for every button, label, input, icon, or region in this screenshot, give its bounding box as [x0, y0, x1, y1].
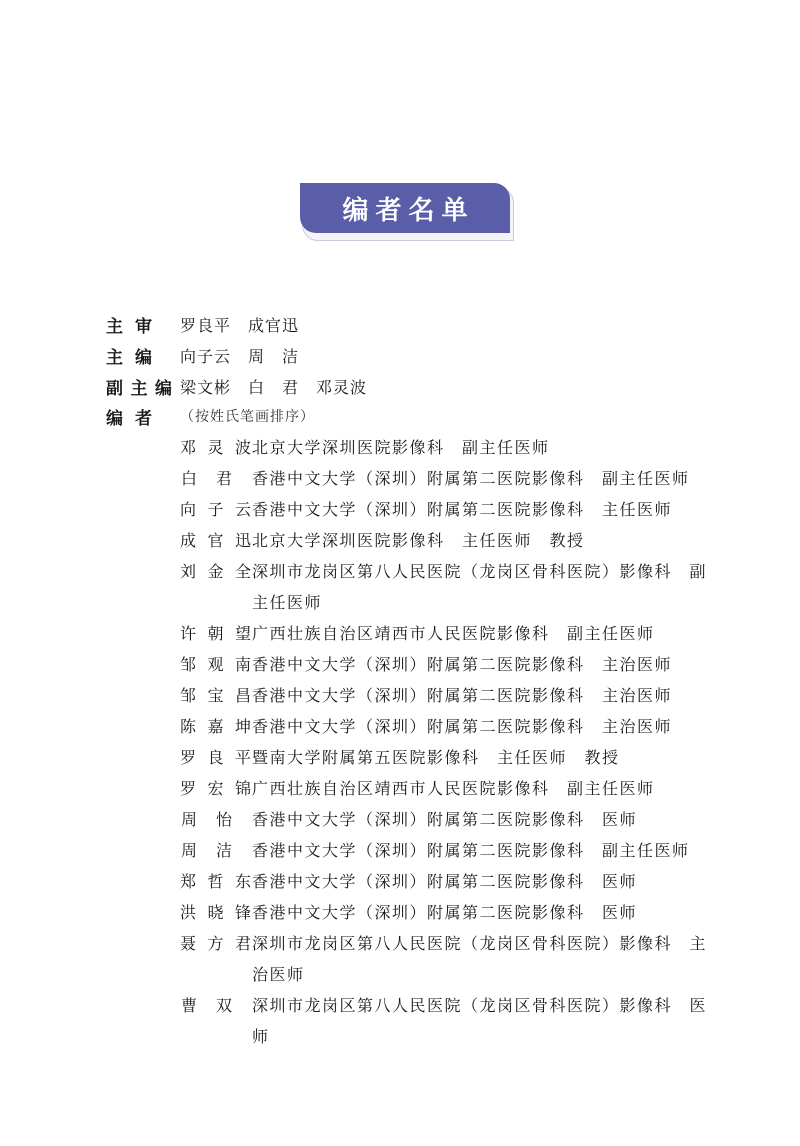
- chief-reviewer-role: 主 审: [106, 316, 152, 337]
- contributor-row: [180, 804, 710, 835]
- chief-editor-row: [106, 344, 299, 366]
- contributor-affiliation: 北京大学深圳医院影像科 主任医师 教授: [252, 531, 585, 550]
- contributor-row: [180, 990, 710, 1052]
- chief-editor-names: 向子云 周 洁: [180, 346, 300, 366]
- contributor-name: 洪 晓 锋: [180, 903, 252, 922]
- contributor-affiliation: 广西壮族自治区靖西市人民医院影像科 副主任医师: [252, 624, 655, 643]
- contributor-affiliation: 香港中文大学（深圳）附属第二医院影像科 医师: [252, 903, 638, 922]
- contributors-role: 编 者: [106, 408, 152, 429]
- contributor-affiliation: 广西壮族自治区靖西市人民医院影像科 副主任医师: [252, 779, 655, 798]
- contributor-affiliation: 香港中文大学（深圳）附属第二医院影像科 主治医师: [252, 717, 673, 736]
- title-box: [300, 183, 510, 233]
- contributor-row: [180, 432, 710, 463]
- contributors-sort-note: （按姓氏笔画排序）: [180, 409, 315, 425]
- contributor-name: 白 君: [181, 469, 233, 488]
- contributor-affiliation: 香港中文大学（深圳）附属第二医院影像科 主治医师: [252, 686, 673, 705]
- contributor-affiliation: 香港中文大学（深圳）附属第二医院影像科 医师: [252, 810, 638, 829]
- contributor-row: [180, 556, 710, 618]
- contributor-affiliation: 香港中文大学（深圳）附属第二医院影像科 医师: [252, 872, 638, 891]
- contributor-row: [180, 866, 710, 897]
- contributor-row: [180, 649, 710, 680]
- contributor-row: [180, 835, 710, 866]
- contributor-name: 周 怡: [181, 810, 233, 829]
- contributor-row: [180, 742, 710, 773]
- contributor-affiliation: 香港中文大学（深圳）附属第二医院影像科 主治医师: [252, 655, 673, 674]
- contributor-row: [180, 618, 710, 649]
- deputy-editor-names: 梁文彬 白 君 邓灵波: [180, 377, 368, 397]
- chief-reviewer-names: 罗良平 成官迅: [180, 315, 300, 335]
- contributor-affiliation: 深圳市龙岗区第八人民医院（龙岗区骨科医院）影像科 医师: [252, 996, 708, 1046]
- contributor-row: [180, 525, 710, 556]
- contributor-affiliation: 香港中文大学（深圳）附属第二医院影像科 副主任医师: [252, 841, 690, 860]
- contributor-name: 曹 双: [181, 996, 233, 1015]
- contributor-row: [180, 773, 710, 804]
- chief-editor-role: 主 编: [106, 347, 152, 368]
- title-banner: [300, 183, 514, 240]
- contributor-name: 罗 良 平: [180, 748, 252, 767]
- contributor-name: 邹 观 南: [180, 655, 252, 674]
- contributor-name: 成 官 迅: [180, 531, 252, 550]
- chief-reviewer-row: [106, 313, 299, 335]
- contributor-name: 周 洁: [181, 841, 233, 860]
- deputy-editor-role: 副 主 编: [106, 378, 172, 399]
- contributor-name: 邹 宝 昌: [180, 686, 252, 705]
- contributor-affiliation: 北京大学深圳医院影像科 副主任医师: [252, 438, 550, 457]
- contributor-name: 聂 方 君: [180, 934, 252, 953]
- contributor-name: 郑 哲 东: [180, 872, 252, 891]
- deputy-editor-row: [106, 375, 367, 397]
- page-title: 编者名单: [342, 195, 475, 226]
- contributor-name: 向 子 云: [180, 500, 252, 519]
- contributor-affiliation: 香港中文大学（深圳）附属第二医院影像科 副主任医师: [252, 469, 690, 488]
- contributor-row: [180, 494, 710, 525]
- contributor-name: 刘 金 全: [180, 562, 252, 581]
- contributor-name: 陈 嘉 坤: [180, 717, 252, 736]
- contributor-row: [180, 711, 710, 742]
- contributor-row: [180, 680, 710, 711]
- contributor-row: [180, 463, 710, 494]
- contributor-affiliation: 深圳市龙岗区第八人民医院（龙岗区骨科医院）影像科 副主任医师: [252, 562, 708, 612]
- contributor-name: 罗 宏 锦: [180, 779, 252, 798]
- contributor-row: [180, 897, 710, 928]
- contributor-name: 许 朝 望: [180, 624, 252, 643]
- contributor-affiliation: 香港中文大学（深圳）附属第二医院影像科 主任医师: [252, 500, 673, 519]
- contributor-name: 邓 灵 波: [180, 438, 252, 457]
- contributor-affiliation: 暨南大学附属第五医院影像科 主任医师 教授: [252, 748, 620, 767]
- contributor-row: [180, 928, 710, 990]
- contributor-affiliation: 深圳市龙岗区第八人民医院（龙岗区骨科医院）影像科 主治医师: [252, 934, 708, 984]
- contributors-header-row: [106, 405, 315, 427]
